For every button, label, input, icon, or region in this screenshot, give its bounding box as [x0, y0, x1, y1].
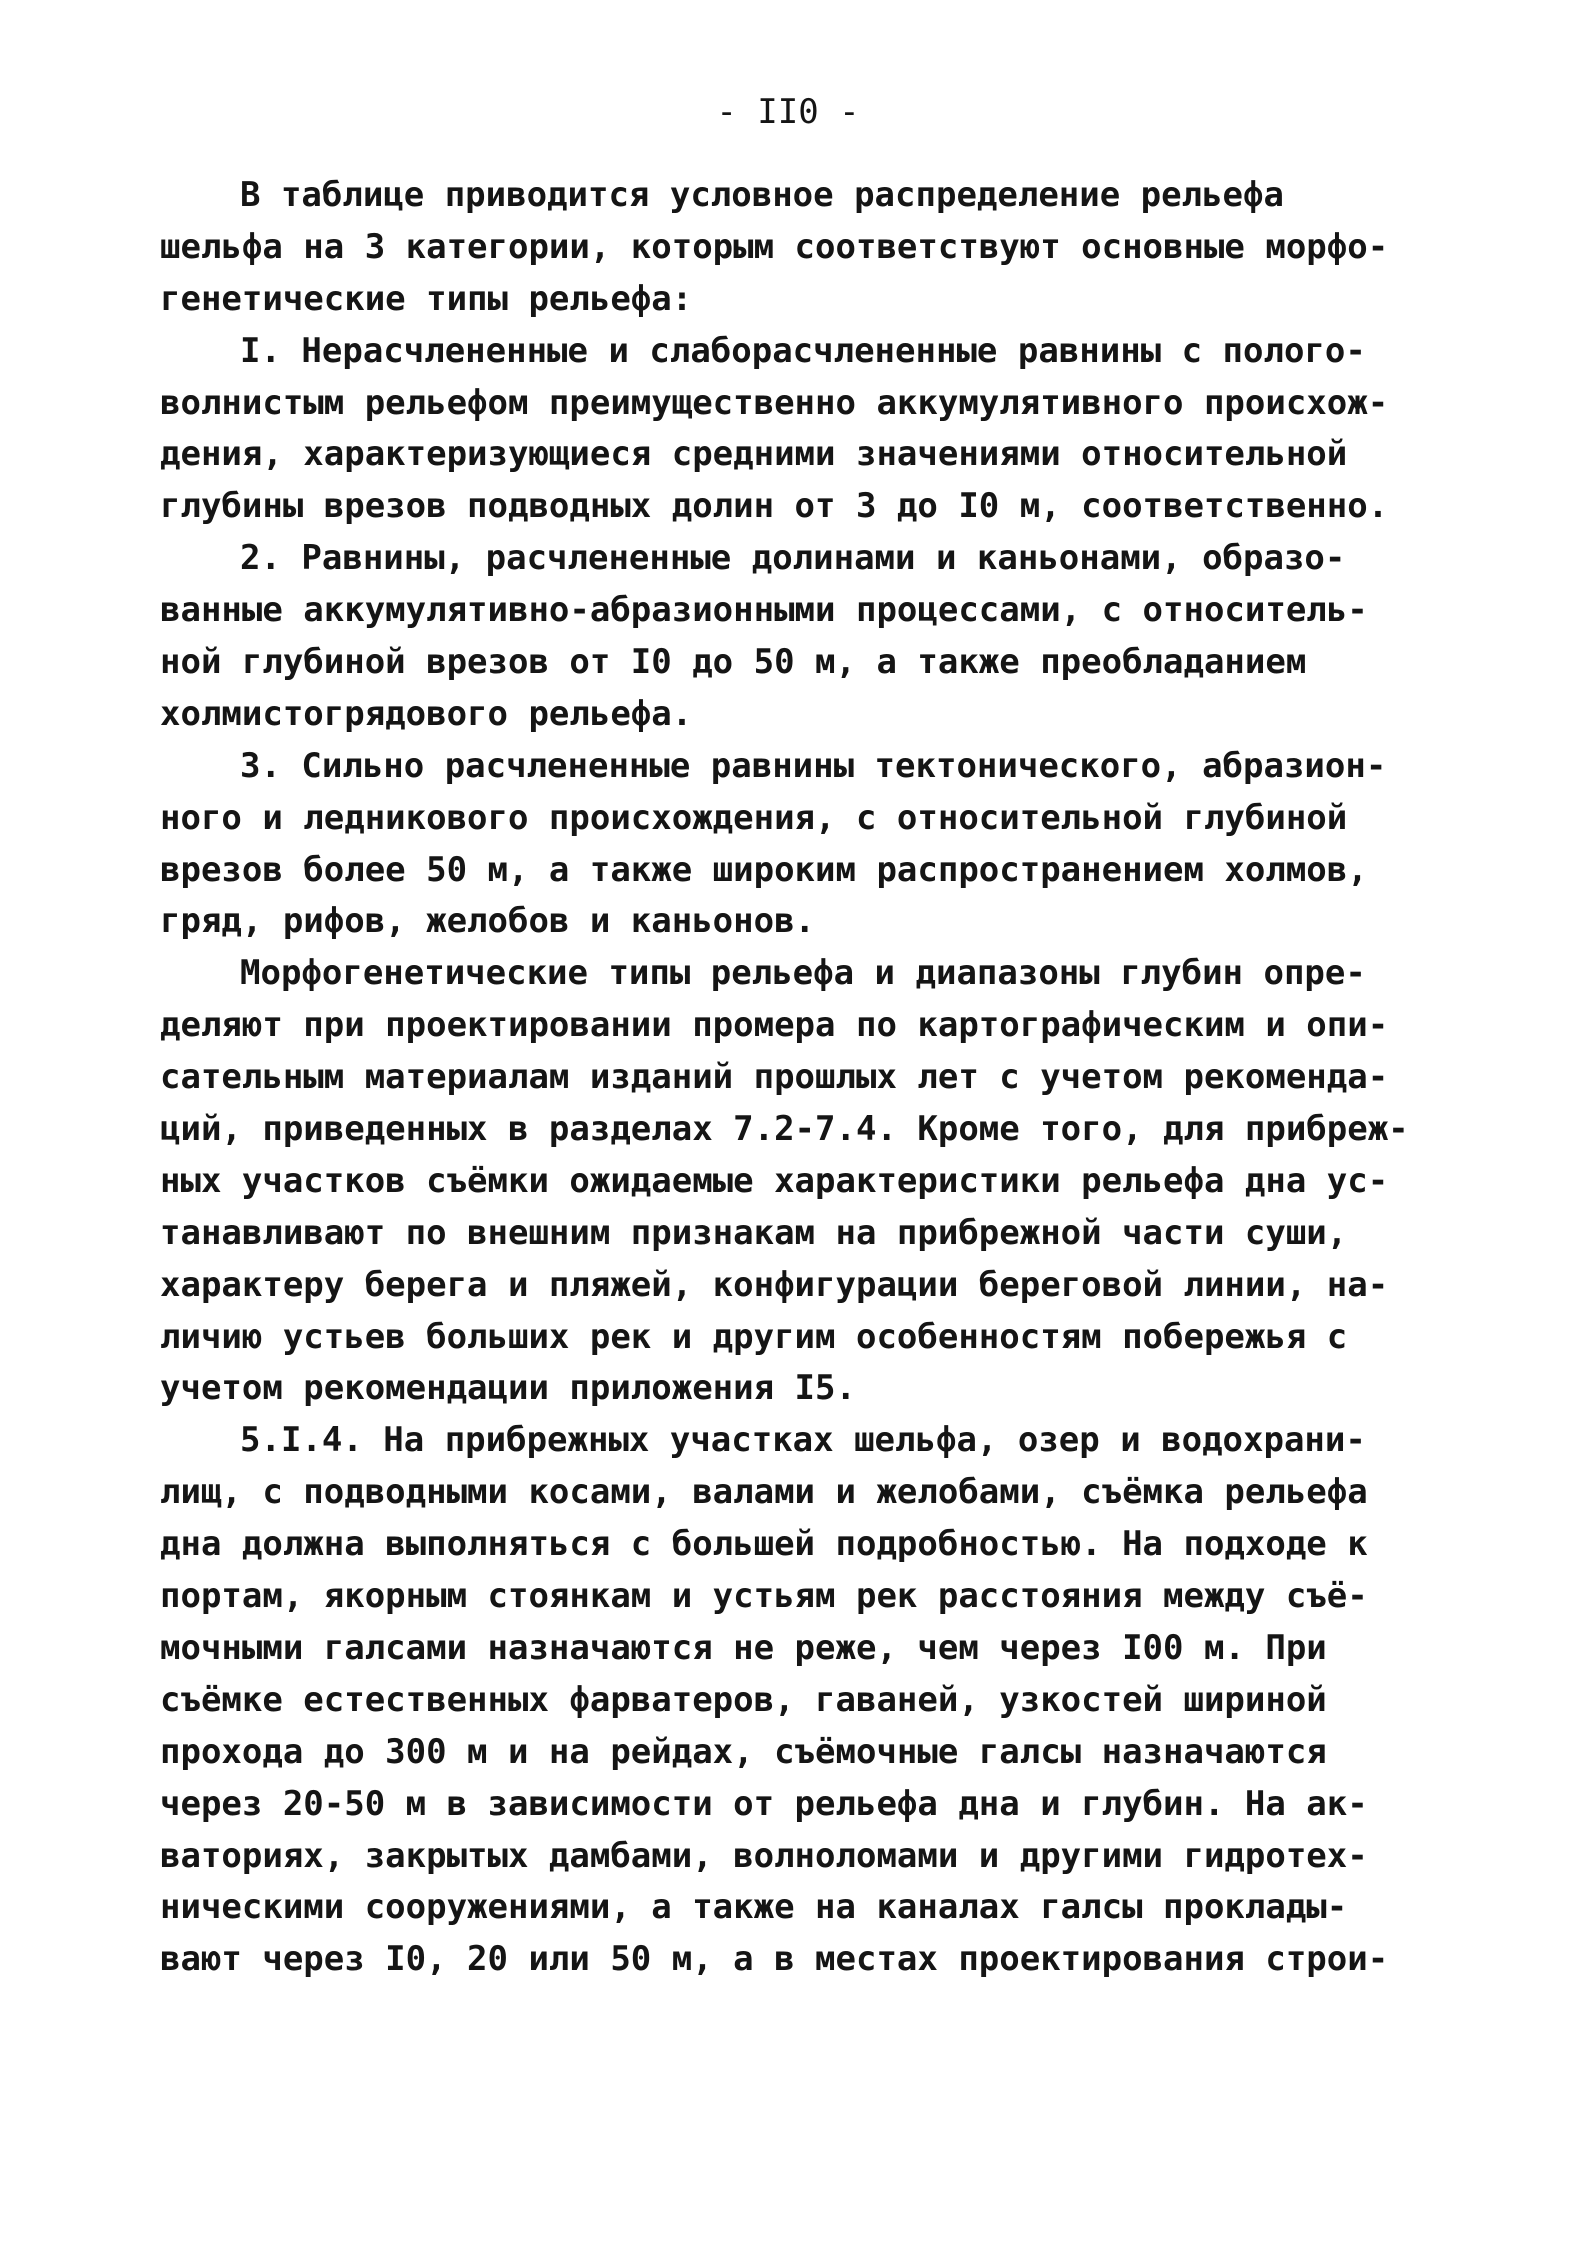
text-line: гряд, рифов, желобов и каньонов. [160, 901, 816, 942]
text-line: деляют при проектировании промера по картографическим и опи- [160, 1005, 1389, 1046]
text-line: 3. Сильно расчлененные равнины тектонического, абразион- [240, 745, 1387, 786]
text-line: генетические типы рельефа: [160, 278, 693, 319]
text-line: съёмке естественных фарватеров, гаваней, узкостей шириной [160, 1679, 1327, 1720]
text-line: ного и ледникового происхождения, с относительной глубиной [160, 797, 1348, 838]
text-line: ваториях, закрытых дамбами, волноломами и другими гидротех- [160, 1835, 1368, 1876]
text-line: Морфогенетические типы рельефа и диапазоны глубин опре- [240, 953, 1366, 994]
text-line: характеру берега и пляжей, конфигурации береговой линии, на- [160, 1264, 1389, 1305]
text-line: ной глубиной врезов от I0 до 50 м, а также преобладанием [160, 642, 1307, 683]
text-line: портам, якорным стоянкам и устьям рек расстояния между съё- [160, 1576, 1368, 1617]
text-line: через 20-50 м в зависимости от рельефа дна и глубин. На ак- [160, 1783, 1368, 1824]
text-line: глубины врезов подводных долин от 3 до I0 м, соответственно. [160, 486, 1389, 527]
text-line: ций, приведенных в разделах 7.2-7.4. Кроме того, для прибреж- [160, 1109, 1409, 1150]
text-line: вают через I0, 20 или 50 м, а в местах проектирования строи- [160, 1939, 1389, 1980]
body-text [160, 170, 1430, 1986]
text-line: учетом рекомендации приложения I5. [160, 1368, 856, 1409]
text-line: ванные аккумулятивно-абразионными процессами, с относитель- [160, 590, 1368, 631]
text-line: лищ, с подводными косами, валами и желобами, съёмка рельефа [160, 1472, 1368, 1513]
text-line: мочными галсами назначаются не реже, чем через I00 м. При [160, 1627, 1327, 1668]
text-line: волнистым рельефом преимущественно аккумулятивного происхож- [160, 382, 1389, 423]
text-line: сательным материалам изданий прошлых лет с учетом рекоменда- [160, 1057, 1389, 1098]
text-line: I. Нерасчлененные и слаборасчлененные равнины с полого- [240, 330, 1366, 371]
text-line: дения, характеризующиеся средними значениями относительной [160, 434, 1348, 475]
text-line: ническими сооружениями, а также на каналах галсы проклады- [160, 1887, 1348, 1928]
text-line: В таблице приводится условное распределение рельефа [240, 175, 1284, 215]
text-line: 2. Равнины, расчлененные долинами и каньонами, образо- [240, 538, 1346, 579]
page-number: - II0 - [716, 92, 860, 132]
text-line: прохода до 300 м и на рейдах, съёмочные галсы назначаются [160, 1731, 1327, 1772]
text-line: шельфа на 3 категории, которым соответствуют основные морфо- [160, 226, 1389, 267]
text-line: ных участков съёмки ожидаемые характеристики рельефа дна ус- [160, 1160, 1389, 1201]
text-line: 5.I.4. На прибрежных участках шельфа, озер и водохрани- [240, 1420, 1366, 1461]
text-line: дна должна выполняться с большей подробностью. На подходе к [160, 1524, 1368, 1565]
text-line: врезов более 50 м, а также широким распространением холмов, [160, 849, 1368, 890]
text-line: танавливают по внешним признакам на прибрежной части суши, [160, 1212, 1348, 1253]
text-line: холмистогрядового рельефа. [160, 693, 693, 734]
text-line: личию устьев больших рек и другим особенностям побережья с [160, 1316, 1348, 1357]
